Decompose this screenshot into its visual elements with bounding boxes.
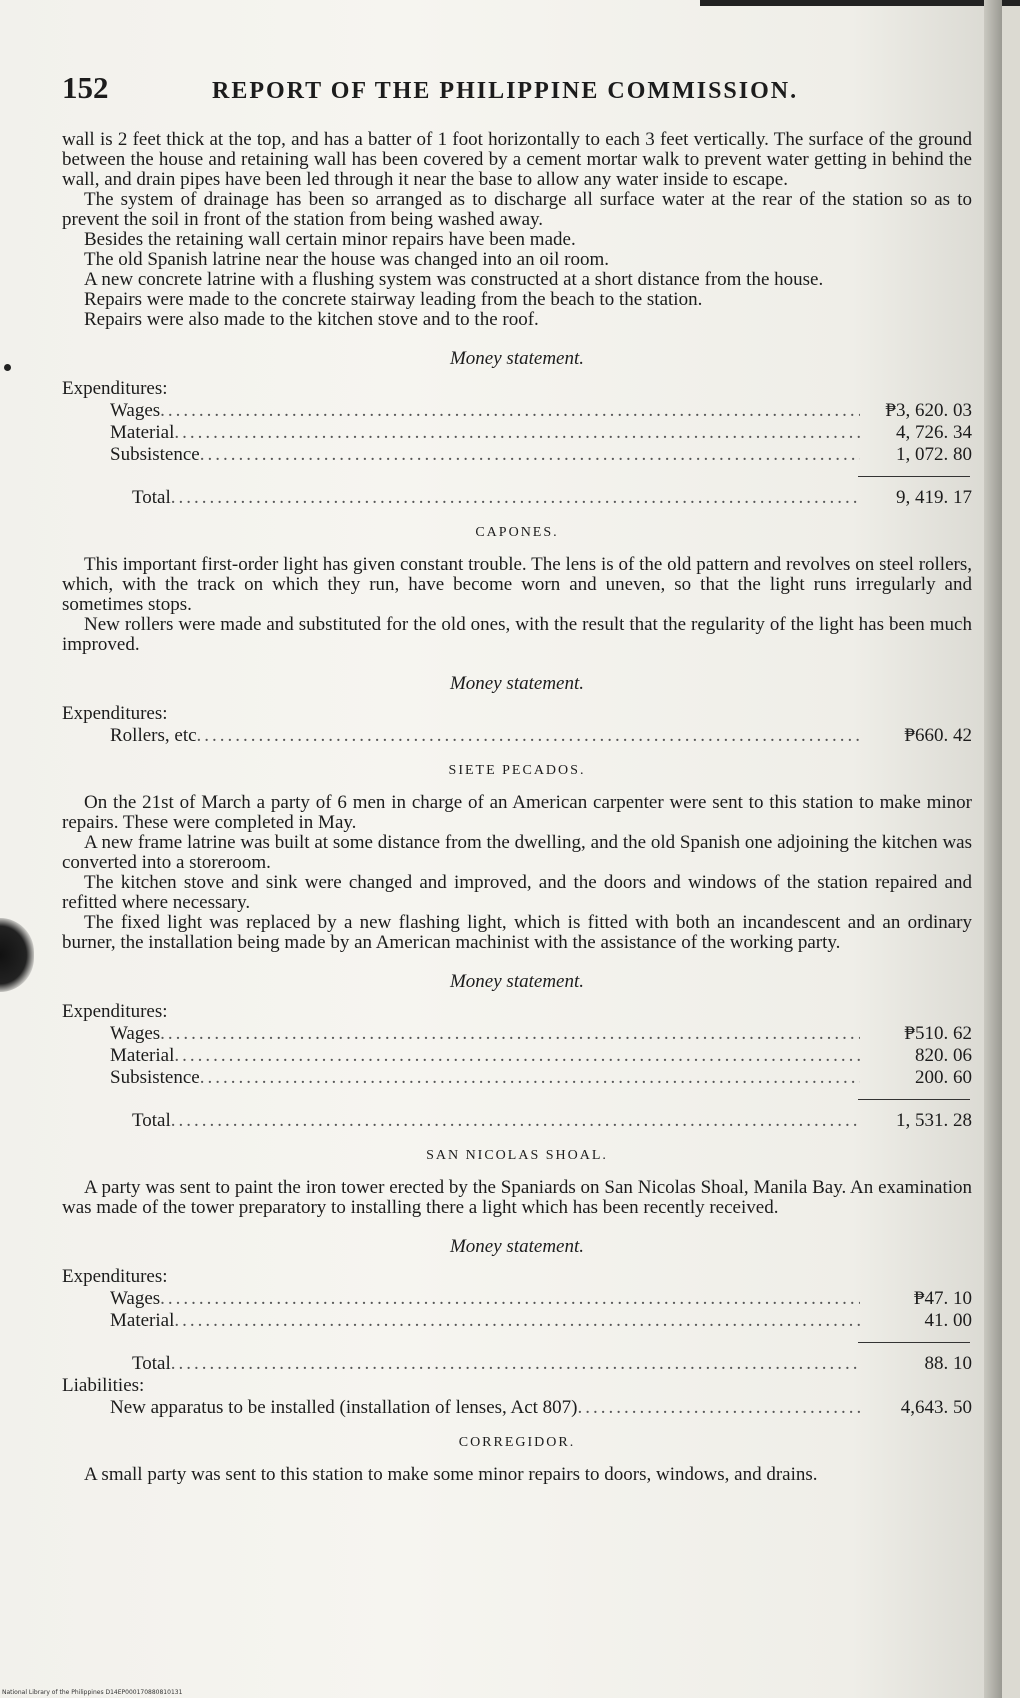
section-heading-capones: CAPONES. [475, 525, 559, 540]
page-title: REPORT OF THE PHILIPPINE COMMISSION. [212, 78, 799, 104]
ledger-amount: 820. 06 [915, 1045, 972, 1066]
liability-label: New apparatus to be installed (installation of lenses, Act 807) [110, 1397, 578, 1418]
scan-edge-bar [700, 0, 1020, 6]
section-heading-siete-pecados: SIETE PECADOS. [448, 763, 586, 778]
ledger-amount: ₱660. 42 [904, 725, 972, 746]
paragraph: Repairs were made to the concrete stairway leading from the beach to the station. [84, 289, 703, 310]
money-statement-heading: Money statement. [449, 971, 584, 992]
paragraph: On the 21st of March a party of 6 men in charge of an American carpenter were sent to this station to make minor repairs. These were completed in May. [62, 792, 972, 833]
expenditures-label: Expenditures: [62, 378, 168, 399]
scan-footer: National Library of the Philippines D14EP000170880810131 [2, 1689, 183, 1696]
paragraph: The fixed light was replaced by a new flashing light, which is fitted with both an incandescent and an ordinary burner, the installation being made by an American machinist with the assistance of the working party. [62, 912, 972, 953]
paragraph: The system of drainage has been so arranged as to discharge all surface water at the rear of the station so as to prevent the soil in front of the station from being washed away. [62, 189, 972, 230]
expenditures-label: Expenditures: [62, 1001, 168, 1022]
ledger-row [62, 1288, 972, 1310]
section-heading-corregidor: CORREGIDOR. [458, 1435, 576, 1450]
paragraph: This important first-order light has given constant trouble. The lens is of the old pattern and revolves on steel rollers, which, with the track on which they run, have become worn and uneven, so that the light runs irregularly and sometimes stops. [62, 554, 972, 615]
ledger-label: Wages [110, 1288, 161, 1309]
ledger-label: Subsistence [110, 1067, 200, 1088]
section-heading-san-nicolas: SAN NICOLAS SHOAL. [426, 1148, 608, 1163]
paragraph: The kitchen stove and sink were changed and improved, and the doors and windows of the station repaired and refitted where necessary. [62, 872, 972, 913]
total-amount: 88. 10 [924, 1353, 972, 1374]
page-number: 152 [62, 70, 109, 105]
ledger-amount: ₱47. 10 [913, 1288, 972, 1309]
money-statement-heading: Money statement. [449, 1236, 584, 1257]
money-statement-heading: Money statement. [449, 673, 584, 694]
page-content [62, 70, 972, 1485]
paragraph: New rollers were made and substituted for the old ones, with the result that the regularity of the light has been much improved. [62, 614, 972, 655]
ledger-amount: 4, 726. 34 [896, 422, 972, 443]
expenditures-label: Expenditures: [62, 703, 168, 724]
ledger-total-row [62, 487, 972, 509]
paragraph: A new frame latrine was built at some distance from the dwelling, and the old Spanish one adjoining the kitchen was converted into a storeroom. [62, 832, 972, 873]
paragraph: wall is 2 feet thick at the top, and has a batter of 1 foot horizontally to each 3 feet vertically. The surface of the ground between the house and retaining wall has been covered by a cement mortar walk to prevent water getting in behind the wall, and drain pipes have been led through it near the base to allow any water inside to escape. [62, 129, 972, 190]
ledger-label: Wages [110, 1023, 161, 1044]
ledger-label: Rollers, etc [110, 725, 197, 746]
ledger-row [62, 444, 972, 466]
paragraph: A party was sent to paint the iron tower erected by the Spaniards on San Nicolas Shoal, Manila Bay. An examination was made of the tower preparatory to installing there a light which has been recently received. [62, 1177, 972, 1218]
ledger-row [62, 422, 972, 444]
paragraph: A new concrete latrine with a flushing system was constructed at a short distance from the house. [84, 269, 824, 290]
paragraph: The old Spanish latrine near the house was changed into an oil room. [84, 249, 610, 270]
total-rule [858, 1099, 970, 1100]
ledger-total-row [62, 1353, 972, 1375]
liability-amount: 4,643. 50 [900, 1397, 972, 1418]
liabilities-label: Liabilities: [62, 1375, 145, 1396]
ledger-amount: 200. 60 [915, 1067, 972, 1088]
ledger-label: Subsistence [110, 444, 200, 465]
total-rule [858, 1342, 970, 1343]
ledger-row [62, 1045, 972, 1067]
ledger-row [62, 1310, 972, 1332]
ledger-row [62, 1023, 972, 1045]
total-label: Total [132, 487, 171, 508]
scan-speck [4, 364, 11, 371]
ledger-amount: ₱510. 62 [904, 1023, 972, 1044]
ledger-amount: 1, 072. 80 [896, 444, 972, 465]
paragraph: A small party was sent to this station to make some minor repairs to doors, windows, and drains. [84, 1464, 818, 1485]
total-amount: 1, 531. 28 [896, 1110, 972, 1131]
paragraph: Besides the retaining wall certain minor repairs have been made. [84, 229, 576, 250]
total-rule [858, 476, 970, 477]
expenditures-label: Expenditures: [62, 1266, 168, 1287]
scan-blemish [0, 918, 34, 992]
page-binding-shadow [984, 0, 1002, 1698]
ledger-amount: 41. 00 [924, 1310, 972, 1331]
ledger-row [62, 400, 972, 422]
ledger-row [62, 1067, 972, 1089]
ledger-amount: ₱3, 620. 03 [885, 400, 972, 421]
total-amount: 9, 419. 17 [896, 487, 972, 508]
page-header [62, 70, 972, 116]
total-label: Total [132, 1353, 171, 1374]
liability-row [62, 1397, 972, 1419]
total-label: Total [132, 1110, 171, 1131]
ledger-row [62, 725, 972, 747]
paragraph: Repairs were also made to the kitchen stove and to the roof. [84, 309, 539, 330]
ledger-label: Material [110, 1045, 175, 1066]
ledger-label: Material [110, 422, 175, 443]
money-statement-heading: Money statement. [449, 348, 584, 369]
ledger-total-row [62, 1110, 972, 1132]
ledger-label: Material [110, 1310, 175, 1331]
ledger-label: Wages [110, 400, 161, 421]
